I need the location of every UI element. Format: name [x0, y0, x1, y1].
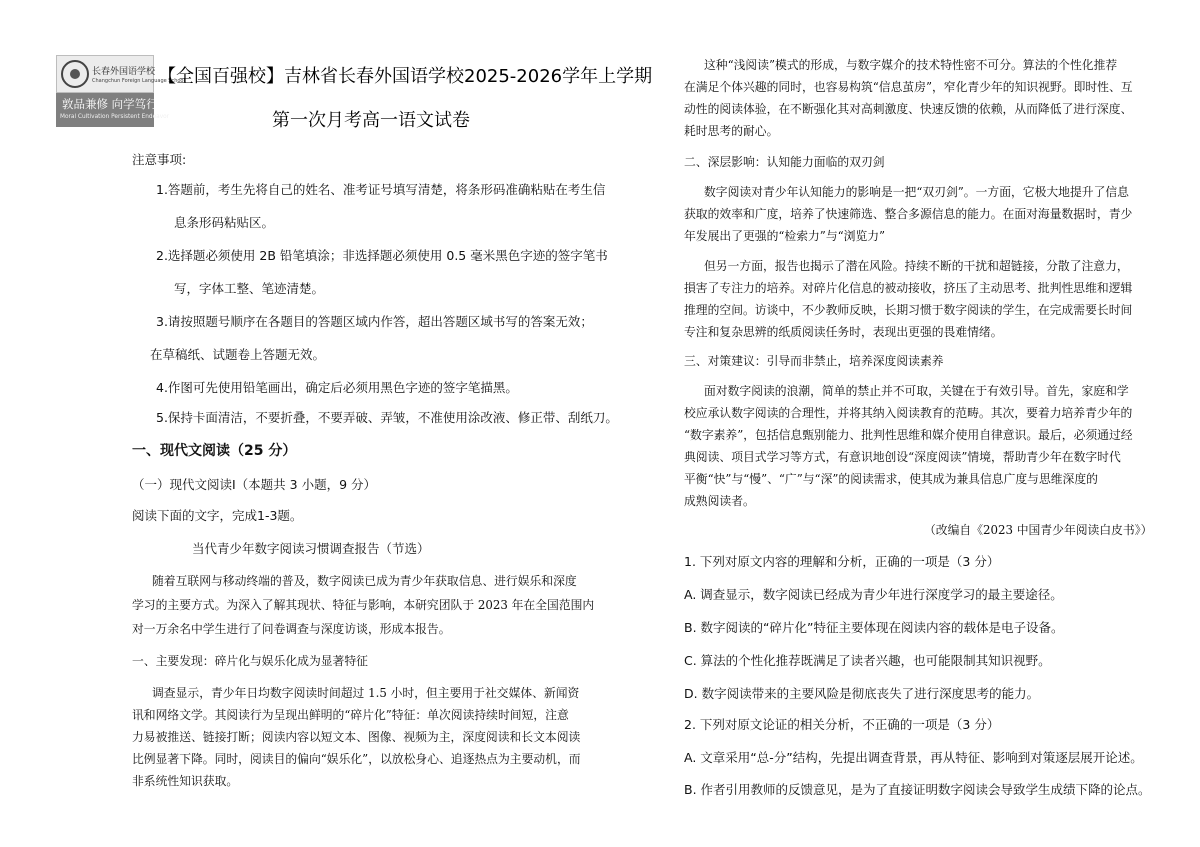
- article-paragraph-line: 面对数字阅读的浪潮，简单的禁止并不可取，关键在于有效引导。首先，家庭和学: [704, 384, 1129, 398]
- school-logo: [56, 55, 185, 127]
- logo-school-name-en: Changchun Foreign Language School: [92, 78, 185, 84]
- article-paragraph-line: 但另一方面，报告也揭示了潜在风险。持续不断的干扰和超链接，分散了注意力，: [704, 259, 1129, 273]
- article-paragraph-line: 调查显示，青少年日均数字阅读时间超过 1.5 小时，但主要用于社交媒体、新闻资: [152, 686, 580, 700]
- notice-heading: 注意事项:: [132, 152, 187, 167]
- article-heading: 一、主要发现：碎片化与娱乐化成为显著特征: [132, 654, 368, 668]
- question-1-option-c: C. 算法的个性化推荐既满足了读者兴趣，也可能限制其知识视野。: [684, 653, 1051, 668]
- article-paragraph-line: 平衡“快”与“慢”、“广”与“深”的阅读需求，使其成为兼具信息广度与思维深度的: [684, 472, 1098, 486]
- exam-title-line1: 【全国百强校】吉林省长春外国语学校2025-2026学年上学期: [158, 66, 653, 87]
- article-paragraph-line: 耗时思考的耐心。: [684, 124, 779, 138]
- section-title: 一、现代文阅读（25 分）: [132, 443, 297, 459]
- logo-school-name: 长春外国语学校: [92, 67, 156, 77]
- question-2: 2. 下列对原文论证的相关分析，不正确的一项是（3 分）: [684, 717, 1000, 732]
- article-paragraph-line: “数字素养”，包括信息甄别能力、批判性思维和媒介使用自律意识。最后，必须通过经: [684, 428, 1133, 442]
- question-1-option-a: A. 调查显示，数字阅读已经成为青少年进行深度学习的最主要途径。: [684, 587, 1063, 602]
- question-1-option-b: B. 数字阅读的“碎片化”特征主要体现在阅读内容的载体是电子设备。: [684, 620, 1064, 635]
- article-paragraph-line: 动性的阅读体验，在不断强化其对高刺激度、快速反馈的依赖，从而降低了进行深度、: [684, 102, 1133, 116]
- reading-instruction: 阅读下面的文字，完成1-3题。: [132, 508, 303, 523]
- logo-motto: 敦品兼修 向学笃行: [62, 97, 158, 111]
- article-paragraph-line: 获取的效率和广度，培养了快速筛选、整合多源信息的能力。在面对海量数据时，青少: [684, 207, 1133, 221]
- article-paragraph-line: 对一万余名中学生进行了问卷调查与深度访谈，形成本报告。: [132, 622, 451, 636]
- article-paragraph-line: 損害了专注力的培养。对碎片化信息的被动接收，挤压了主动思考、批判性思维和逻辑: [684, 281, 1133, 295]
- article-paragraph-line: 年发展出了更强的“检索力”与“浏览力”: [684, 229, 886, 243]
- article-paragraph-line: 数字阅读对青少年认知能力的影响是一把“双刃剑”。一方面，它极大地提升了信息: [704, 185, 1129, 199]
- question-1-option-d: D. 数字阅读带来的主要风险是彻底丧失了进行深度思考的能力。: [684, 686, 1040, 701]
- question-2-option-b: B. 作者引用教师的反馈意见，是为了直接证明数字阅读会导致学生成绩下降的论点。: [684, 782, 1151, 797]
- article-heading: 二、深层影响：认知能力面临的双刃剑: [684, 155, 885, 169]
- article-paragraph-line: 在满足个体兴趣的同时，也容易构筑“信息茧房”，窄化青少年的知识视野。即时性、互: [684, 80, 1133, 94]
- article-source: （改编自《2023 中国青少年阅读白皮书》）: [924, 523, 1153, 537]
- article-paragraph-line: 成熟阅读者。: [684, 494, 755, 508]
- article-paragraph-line: 校应承认数字阅读的合理性，并将其纳入阅读教育的范畴。其次，要着力培养青少年的: [684, 406, 1133, 420]
- question-2-option-a: A. 文章采用“总-分”结构，先提出调查背景，再从特征、影响到对策逐层展开论述。: [684, 750, 1143, 765]
- article-paragraph-line: 非系统性知识获取。: [132, 774, 239, 788]
- notice-item: 写，字体工整、笔迹清楚。: [174, 281, 325, 296]
- article-paragraph-line: 力易被推送、链接打断；阅读内容以短文本、图像、视频为主，深度阅读和长文本阅读: [132, 730, 581, 744]
- article-paragraph-line: 这种“浅阅读”模式的形成，与数字媒介的技术特性密不可分。算法的个性化推荐: [704, 58, 1118, 72]
- article-paragraph-line: 学习的主要方式。为深入了解其现状、特征与影响，本研究团队于 2023 年在全国范围内: [132, 598, 595, 612]
- logo-motto-en: Moral Cultivation Persistent Endeavor: [60, 114, 170, 120]
- notice-item: 1.答题前，考生先将自己的姓名、准考证号填写清楚，将条形码准确粘贴在考生信: [156, 182, 606, 197]
- notice-item: 3.请按照题号顺序在各题目的答题区域内作答，超出答题区域书写的答案无效；: [156, 314, 593, 329]
- notice-item: 4.作图可先使用铅笔画出，确定后必须用黑色字迹的签字笔描黑。: [156, 380, 518, 395]
- article-paragraph-line: 随着互联网与移动终端的普及，数字阅读已成为青少年获取信息、进行娱乐和深度: [152, 574, 577, 588]
- exam-title-line2: 第一次月考高一语文试卷: [272, 110, 470, 131]
- notice-item: 2.选择题必须使用 2B 铅笔填涂；非选择题必须使用 0.5 毫米黑色字迹的签字笔书: [156, 248, 608, 263]
- notice-item: 在草稿纸、试题卷上答题无效。: [150, 347, 326, 362]
- article-paragraph-line: 典阅读、项目式学习等方式，有意识地创设“深度阅读”情境，帮助青少年在数字时代: [684, 450, 1121, 464]
- article-title: 当代青少年数字阅读习惯调查报告（节选）: [192, 541, 430, 556]
- article-heading: 三、对策建议：引导而非禁止，培养深度阅读素养: [684, 354, 944, 368]
- notice-item: 5.保持卡面清洁，不要折叠，不要弄破、弄皱，不准使用涂改液、修正带、刮纸刀。: [156, 410, 618, 425]
- article-paragraph-line: 推理的空间。访谈中，不少教师反映，长期习惯于数字阅读的学生，在完成需要长时间: [684, 303, 1133, 317]
- article-paragraph-line: 专注和复杂思辨的纸质阅读任务时，表现出更强的畏难情绪。: [684, 325, 1003, 339]
- article-paragraph-line: 比例显著下降。同时，阅读目的偏向“娱乐化”，以放松身心、追逐热点为主要动机，而: [132, 752, 581, 766]
- article-paragraph-line: 讯和网络文学。其阅读行为呈现出鲜明的“碎片化”特征：单次阅读持续时间短，注意: [132, 708, 569, 722]
- notice-item: 息条形码粘贴区。: [174, 215, 275, 230]
- school-seal-icon: [61, 60, 89, 88]
- question-1: 1. 下列对原文内容的理解和分析，正确的一项是（3 分）: [684, 554, 1000, 569]
- subsection-title: （一）现代文阅读Ⅰ（本题共 3 小题，9 分）: [132, 477, 377, 492]
